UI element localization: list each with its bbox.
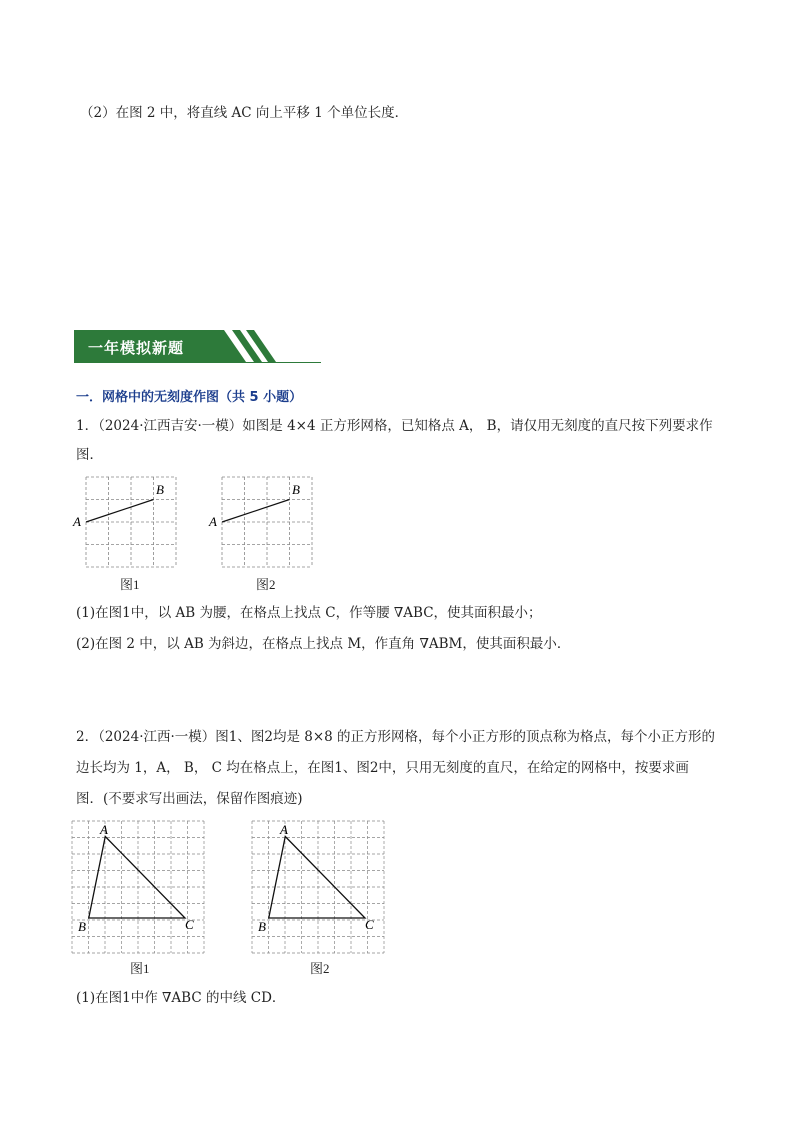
label-a: A <box>280 822 288 837</box>
q1-sub2: (2)在图 2 中，以 AB 为斜边，在格点上找点 M，作直角 ∇ABM，使其面积最小． <box>76 636 571 652</box>
q2-line1: 2．（2024·江西·一模）图1、图2均是 8×8 的正方形网格，每个小正方形的顶点称为格点，每个小正方形的 <box>76 729 716 745</box>
segment-ab <box>222 500 290 523</box>
label-c: C <box>185 917 194 932</box>
q2-line3: 图．(不要求写出画法，保留作图痕迹) <box>76 791 303 807</box>
q2-figure-2 <box>248 818 388 956</box>
q1-fig1-caption: 图1 <box>120 577 140 592</box>
banner-underline <box>74 362 321 363</box>
label-c: C <box>365 917 374 932</box>
q2-fig1-caption: 图1 <box>130 961 150 976</box>
label-b: B <box>78 919 86 934</box>
q2-figure-1 <box>68 818 208 956</box>
label-a: A <box>100 822 108 837</box>
triangle-abc <box>269 837 365 919</box>
segment-ab <box>86 500 154 523</box>
q1-figure-1 <box>70 470 190 574</box>
triangle-abc <box>89 837 185 919</box>
label-b: B <box>292 482 300 497</box>
q2-fig2-caption: 图2 <box>310 961 330 976</box>
label-a: A <box>209 514 217 529</box>
q1-line2: 图． <box>76 447 103 463</box>
q1-sub1: (1)在图1中，以 AB 为腰，在格点上找点 C，作等腰 ∇ABC，使其面积最小； <box>76 605 542 621</box>
label-a: A <box>73 514 81 529</box>
q2-line2: 边长均为 1，A， B， C 均在格点上，在图1、图2中，只用无刻度的直尺，在给定的网格中，按要求画 <box>76 760 689 776</box>
q1-fig2-caption: 图2 <box>256 577 276 592</box>
top-question: （2）在图 2 中，将直线 AC 向上平移 1 个单位长度． <box>80 105 409 121</box>
q2-sub1: (1)在图1中作 ∇ABC 的中线 CD． <box>76 990 286 1006</box>
banner-title: 一年模拟新题 <box>88 339 185 357</box>
label-b: B <box>258 919 266 934</box>
section-banner <box>74 330 324 364</box>
q1-line1: 1．（2024·江西吉安·一模）如图是 4×4 正方形网格，已知格点 A， B，请仅用无刻度的直尺按下列要求作 <box>76 418 713 434</box>
label-b: B <box>156 482 164 497</box>
q1-figure-2 <box>206 470 326 574</box>
section-title: 一．网格中的无刻度作图（共 5 小题） <box>76 390 303 405</box>
